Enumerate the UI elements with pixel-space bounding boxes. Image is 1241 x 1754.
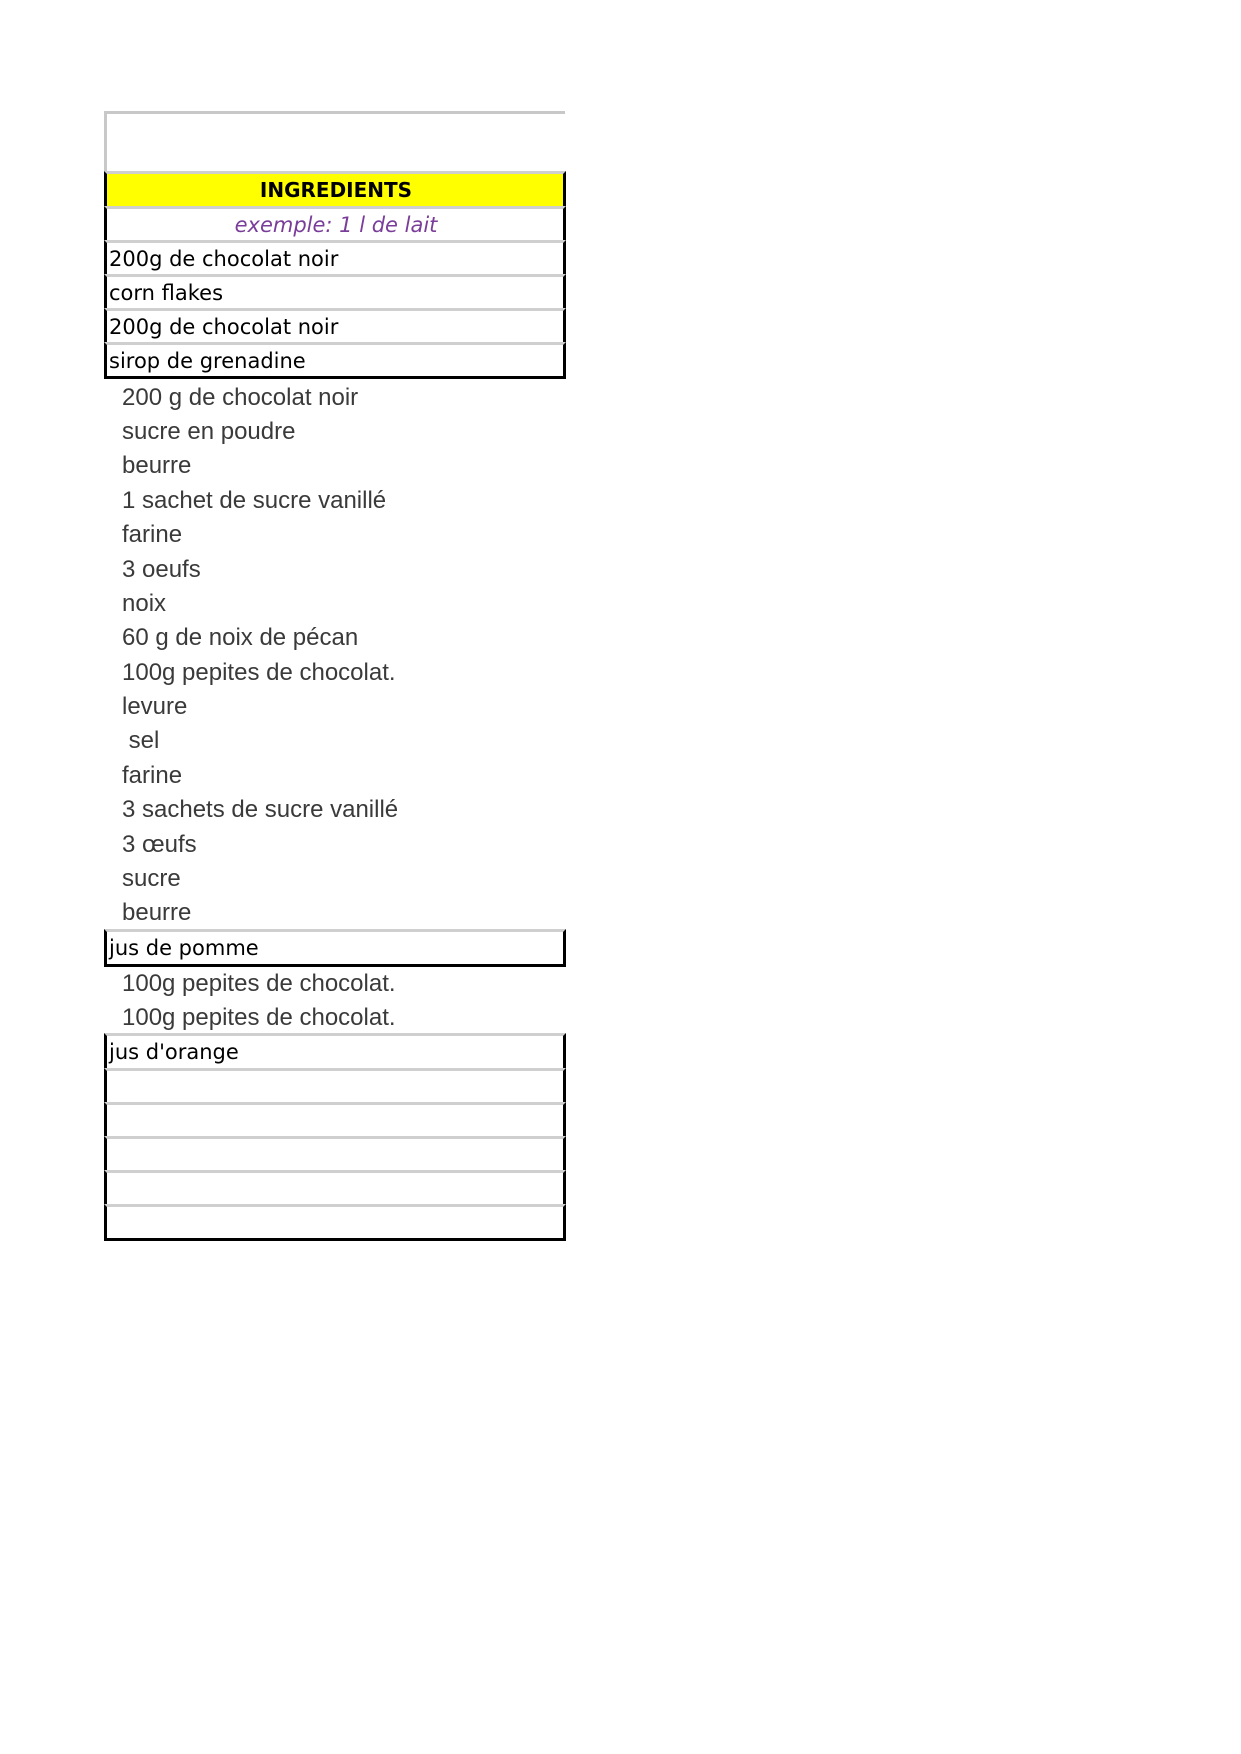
ingredients-header: INGREDIENTS <box>104 171 566 206</box>
ingredient-cell-empty[interactable] <box>104 1170 566 1204</box>
loose-text-item: 3 œufs <box>122 831 197 858</box>
ingredient-cell-empty[interactable] <box>104 1136 566 1170</box>
ingredient-cell[interactable]: 200g de chocolat noir <box>104 308 566 342</box>
loose-text-item: farine <box>122 762 183 789</box>
loose-text-item: 100g pepites de chocolat. <box>122 659 396 686</box>
ingredient-cell[interactable]: corn flakes <box>104 274 566 308</box>
ingredient-cell[interactable]: sirop de grenadine <box>104 342 566 379</box>
loose-text-item: noix <box>122 590 167 617</box>
loose-text-item: sucre en poudre <box>122 418 296 445</box>
loose-text-item: beurre <box>122 452 192 479</box>
ingredient-cell-empty[interactable] <box>104 1068 566 1102</box>
loose-text-item: farine <box>122 521 183 548</box>
ingredient-cell-empty[interactable] <box>104 1102 566 1136</box>
ingredient-cell-empty[interactable] <box>104 1204 566 1241</box>
loose-text-item: sel <box>122 727 160 754</box>
loose-text-item: 3 sachets de sucre vanillé <box>122 796 399 823</box>
loose-text-item: 3 oeufs <box>122 556 201 583</box>
table-top-frame <box>104 111 565 173</box>
loose-text-item: 100g pepites de chocolat. <box>122 1004 396 1031</box>
loose-text-item: 1 sachet de sucre vanillé <box>122 487 387 514</box>
ingredient-cell[interactable]: jus d'orange <box>104 1033 566 1068</box>
loose-text-item: beurre <box>122 899 192 926</box>
example-row: exemple: 1 l de lait <box>104 206 566 240</box>
ingredient-cell[interactable]: 200g de chocolat noir <box>104 240 566 274</box>
loose-text-item: levure <box>122 693 188 720</box>
loose-text-item: 60 g de noix de pécan <box>122 624 359 651</box>
loose-text-item: 100g pepites de chocolat. <box>122 970 396 997</box>
ingredient-cell[interactable]: jus de pomme <box>104 929 566 967</box>
loose-text-item: 200 g de chocolat noir <box>122 384 359 411</box>
loose-text-item: sucre <box>122 865 181 892</box>
